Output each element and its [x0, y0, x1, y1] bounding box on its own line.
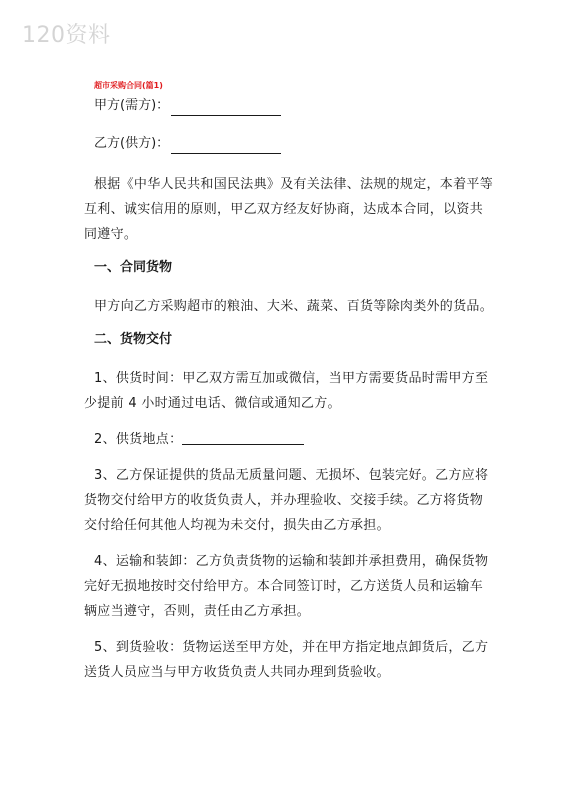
- document-title: 超市采购合同(篇1): [94, 81, 163, 90]
- section2-item1: 1、供货时间：甲乙双方需互加或微信，当甲方需要货品时需甲方至少提前 4 小时通过电话、微信或通知乙方。: [84, 371, 489, 411]
- section2-heading: 二、货物交付: [94, 332, 173, 347]
- party-a-label: 甲方(需方)：: [94, 98, 170, 113]
- party-b-line: [94, 134, 494, 154]
- party-a-blank: [171, 101, 281, 116]
- party-b-label: 乙方(供方)：: [94, 136, 170, 151]
- intro-paragraph: 根据《中华人民共和国民法典》及有关法律、法规的规定，本着平等互利、诚实信用的原则，甲乙双方经友好协商，达成本合同，以资共同遵守。: [84, 177, 494, 242]
- section1-body: 甲方向乙方采购超市的粮油、大米、蔬菜、百货等除肉类外的货品。: [94, 299, 494, 314]
- section2-item3: 3、乙方保证提供的货品无质量问题、无损坏、包装完好。乙方应将货物交付给甲方的收货负责人，并办理验收、交接手续。乙方将货物交付给任何其他人均视为未交付，损失由乙方承担。: [84, 468, 489, 533]
- supply-location-label: 2、供货地点：: [94, 432, 183, 447]
- section1-heading: 一、合同货物: [94, 260, 173, 275]
- section2-item2: [84, 427, 494, 452]
- contract-document: [84, 80, 494, 696]
- section2-item4: 4、运输和装卸：乙方负责货物的运输和装卸并承担费用，确保货物完好无损地按时交付给甲方。本合同签订时，乙方送货人员和运输车辆应当遵守，否则，责任由乙方承担。: [84, 554, 489, 619]
- supply-location-blank: [182, 430, 304, 445]
- party-b-blank: [171, 139, 281, 154]
- party-a-line: [94, 96, 494, 116]
- section2-item5: 5、到货验收：货物运送至甲方处，并在甲方指定地点卸货后，乙方送货人员应当与甲方收货负责人共同办理到货验收。: [84, 640, 489, 680]
- watermark-logo: 120资料: [22, 23, 111, 48]
